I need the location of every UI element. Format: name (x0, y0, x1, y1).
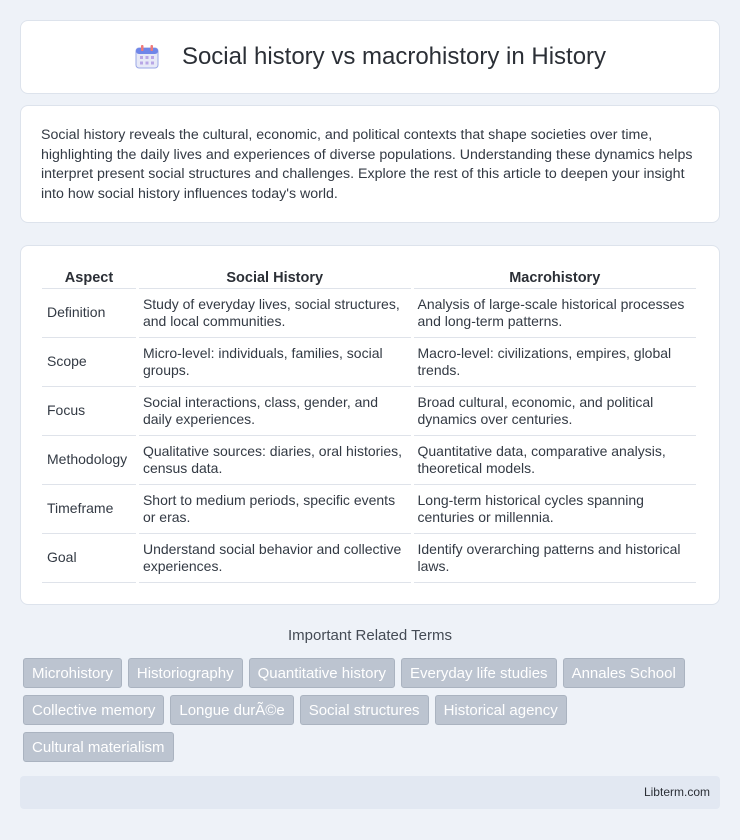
term-tag[interactable]: Collective memory (23, 695, 164, 725)
term-tag[interactable]: Historiography (128, 658, 243, 688)
aspect-cell: Methodology (42, 436, 136, 485)
header-card (20, 20, 720, 94)
aspect-cell: Focus (42, 387, 136, 436)
table-row (42, 485, 696, 534)
header-social-history: Social History (139, 264, 411, 289)
header-aspect: Aspect (42, 264, 136, 289)
table-row (42, 338, 696, 387)
comparison-card (20, 245, 720, 605)
table-row (42, 436, 696, 485)
social-history-cell: Social interactions, class, gender, and daily experiences. (139, 387, 411, 436)
related-terms-title: Important Related Terms (288, 627, 452, 644)
term-tag[interactable]: Cultural materialism (23, 732, 174, 762)
term-tag[interactable]: Quantitative history (249, 658, 395, 688)
social-history-cell: Qualitative sources: diaries, oral histories, census data. (139, 436, 411, 485)
table-row (42, 387, 696, 436)
table-row (42, 534, 696, 583)
intro-text: Social history reveals the cultural, economic, and political contexts that shape societies over time, highlighting the daily lives and experiences of diverse populations. Understanding these dynamics helps interpret present social structures and challenges. Explore the rest of this article to deepen your insight into how social history influences today's world. (41, 127, 693, 202)
social-history-cell: Micro-level: individuals, families, social groups. (139, 338, 411, 387)
term-tag[interactable]: Social structures (300, 695, 429, 725)
aspect-cell: Scope (42, 338, 136, 387)
table-header-row (42, 264, 696, 289)
page-title: Social history vs macrohistory in History (181, 43, 607, 70)
macrohistory-cell: Quantitative data, comparative analysis, theoretical models. (414, 436, 697, 485)
macrohistory-cell: Analysis of large-scale historical processes and long-term patterns. (414, 289, 697, 338)
term-tag[interactable]: Annales School (563, 658, 685, 688)
title-wrap (134, 43, 606, 71)
footer-link[interactable]: Libterm.com (643, 785, 710, 799)
aspect-cell: Goal (42, 534, 136, 583)
term-tag[interactable]: Historical agency (435, 695, 567, 725)
macrohistory-cell: Long-term historical cycles spanning centuries or millennia. (414, 485, 697, 534)
social-history-cell: Understand social behavior and collective experiences. (139, 534, 411, 583)
macrohistory-cell: Macro-level: civilizations, empires, global trends. (414, 338, 697, 387)
term-tag[interactable]: Everyday life studies (401, 658, 557, 688)
macrohistory-cell: Identify overarching patterns and historical laws. (414, 534, 697, 583)
social-history-cell: Study of everyday lives, social structures, and local communities. (139, 289, 411, 338)
macrohistory-cell: Broad cultural, economic, and political dynamics over centuries. (414, 387, 697, 436)
intro-card (20, 105, 720, 223)
header-macrohistory: Macrohistory (414, 264, 697, 289)
aspect-cell: Definition (42, 289, 136, 338)
comparison-table (39, 264, 699, 583)
related-terms-list (23, 658, 723, 762)
term-tag[interactable]: Longue durÃ©e (170, 695, 293, 725)
social-history-cell: Short to medium periods, specific events or eras. (139, 485, 411, 534)
term-tag[interactable]: Microhistory (23, 658, 122, 688)
table-row (42, 289, 696, 338)
footer (20, 776, 720, 809)
calendar-icon (134, 44, 160, 70)
aspect-cell: Timeframe (42, 485, 136, 534)
